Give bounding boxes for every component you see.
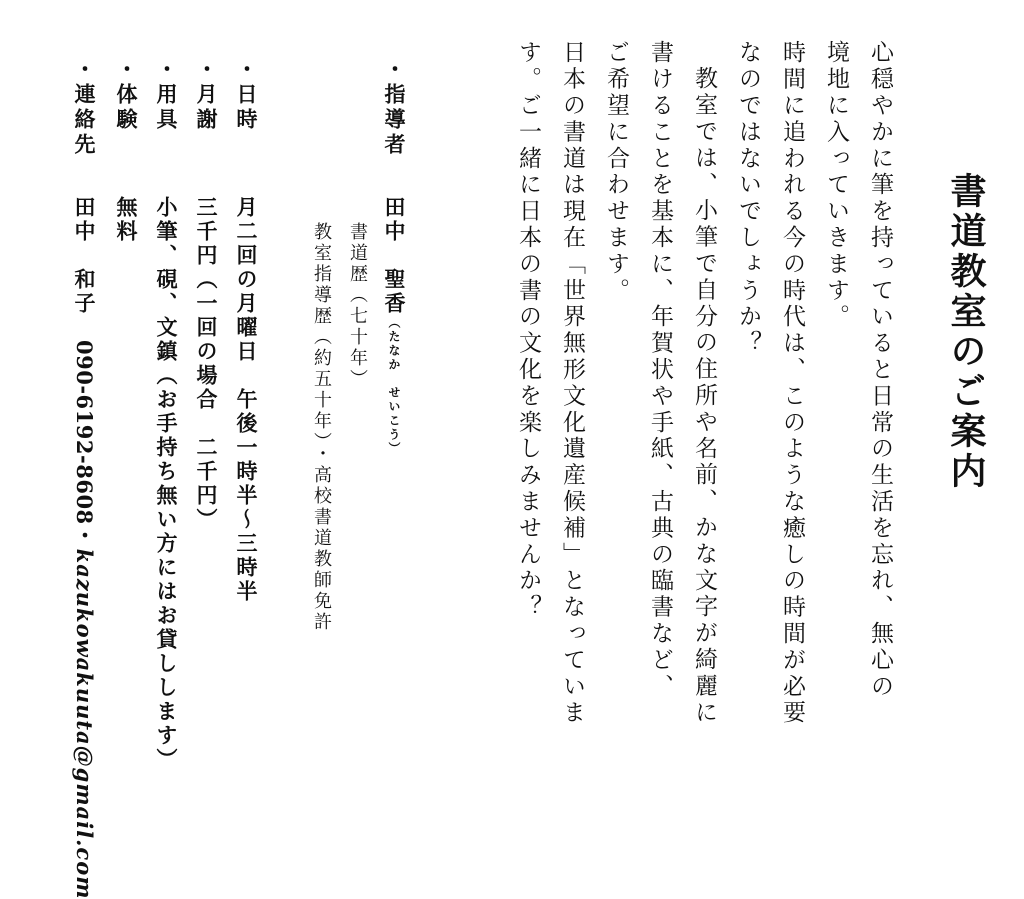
instructor-reading: （たなか せいこう） <box>387 316 401 456</box>
contact-separator: ・ <box>72 524 97 549</box>
trial-label: ・体験 <box>114 58 139 133</box>
paragraph-line-1: 心穏やかに筆を持っていると日常の生活を忘れ、無心の <box>867 40 893 700</box>
instructor-name-text: 田中 聖香 <box>382 196 407 316</box>
paragraph-line-7: ご希望に合わせます。 <box>603 40 629 304</box>
trial-value: 無料 <box>114 196 139 244</box>
contact-phone: 090-6192-8608 <box>72 340 97 525</box>
schedule-value: 月二回の月曜日 午後一時半〜三時半 <box>234 196 259 604</box>
contact-email: kazukowakuuta@gmail.com <box>72 548 97 899</box>
paragraph-line-8: 日本の書道は現在「世界無形文化遺産候補」となっていま <box>559 40 585 727</box>
contact-value <box>74 196 95 899</box>
fee-label: ・月謝 <box>194 58 219 133</box>
paragraph-line-3: 時間に追われる今の時代は、このような癒しの時間が必要 <box>779 40 805 727</box>
instructor-career-1: 書道歴（七十年） <box>347 222 368 390</box>
instructor-name <box>384 196 405 456</box>
contact-label: ・連絡先 <box>72 58 97 158</box>
tools-label: ・用具 <box>154 58 179 133</box>
paragraph-line-4: なのではないでしょうか？ <box>735 40 761 357</box>
instructor-career-2: 教室指導歴（約五十年）・高校書道教師免許 <box>311 222 332 633</box>
page-title: 書道教室のご案内 <box>945 172 987 492</box>
schedule-label: ・日時 <box>234 58 259 133</box>
contact-spacer <box>72 316 97 340</box>
paragraph-line-6: 書けることを基本に、年賀状や手紙、古典の臨書など、 <box>647 40 673 700</box>
tools-value: 小筆、硯、文鎮（お手持ち無い方にはお貸しします） <box>154 196 179 772</box>
instructor-label: ・指導者 <box>382 58 407 158</box>
contact-name: 田中 和子 <box>72 196 97 316</box>
paragraph-line-5: 教室では、小筆で自分の住所や名前、かな文字が綺麗に <box>691 66 717 726</box>
paragraph-line-9: す。ご一緒に日本の書の文化を楽しみませんか？ <box>515 40 541 621</box>
fee-value: 三千円（一回の場合 二千円） <box>194 196 219 532</box>
paragraph-line-2: 境地に入っていきます。 <box>823 40 849 331</box>
